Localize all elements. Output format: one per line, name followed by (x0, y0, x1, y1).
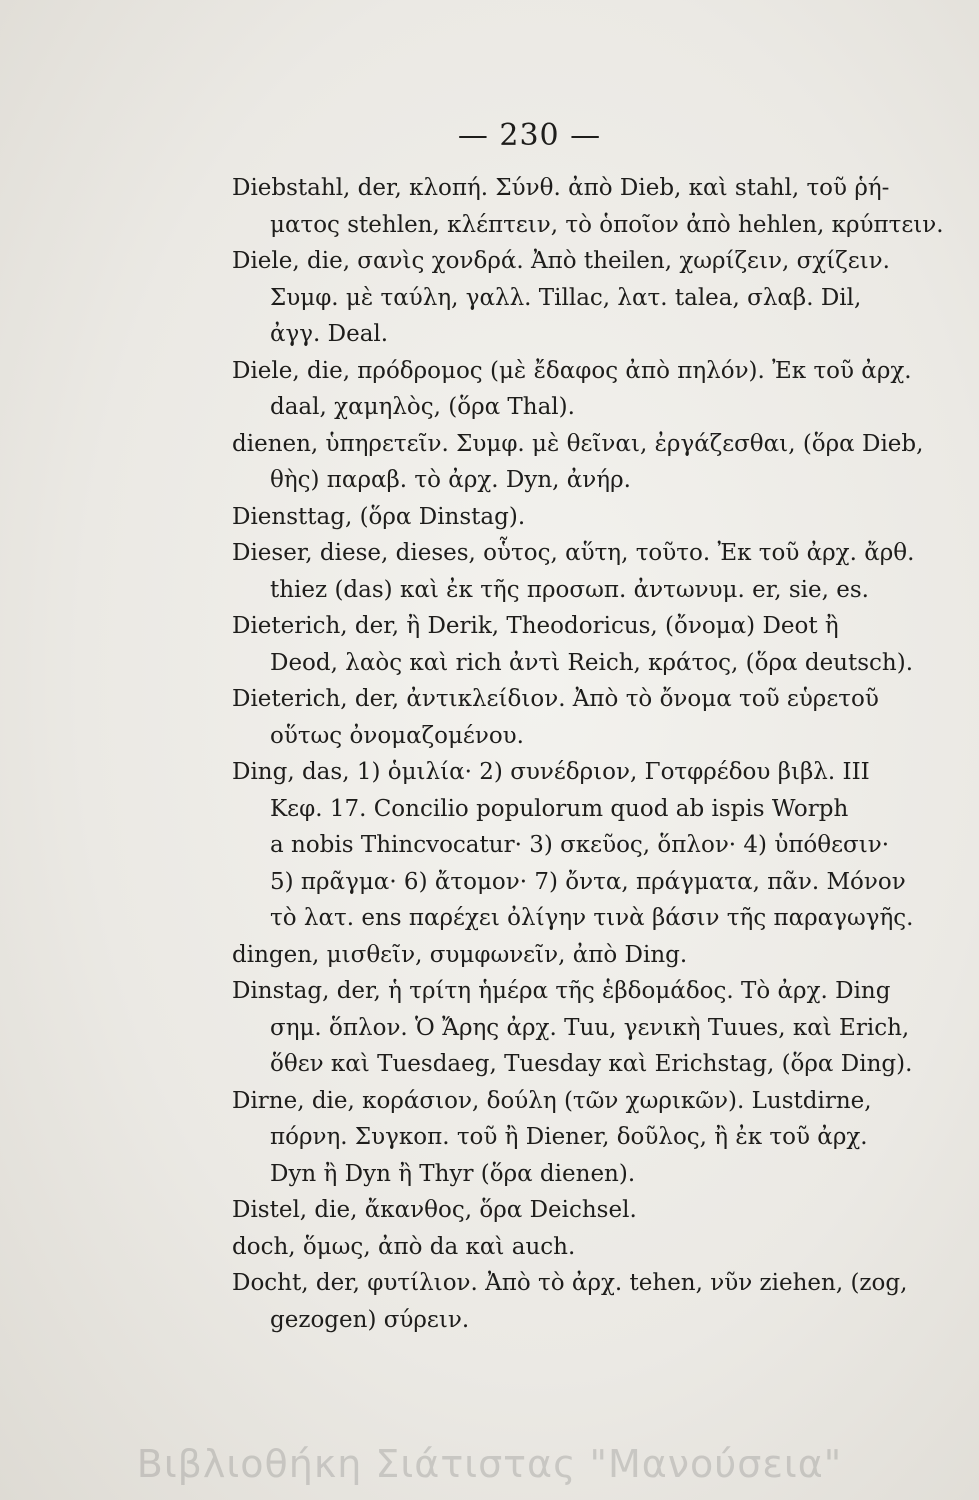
dictionary-entry (232, 973, 950, 1083)
entry-headline: Dieser, diese, dieses, οὗτος, αὕτη, τοῦτο. Ἐκ τοῦ ἀρχ. ἄρθ. (232, 540, 915, 566)
entry-headline: dienen, ὑπηρετεῖν. Συμφ. μὲ θεῖναι, ἐργάζεσθαι, (ὅρα Dieb, (232, 430, 924, 457)
dictionary-entry (232, 754, 950, 937)
entry-headline: Diele, die, πρόδρομος (μὲ ἔδαφος ἀπὸ πηλόν). Ἐκ τοῦ ἀρχ. (232, 357, 912, 384)
entry-headline: Ding, das, 1) ὁμιλία· 2) συνέδριον, Γοτφρέδου βιβλ. III (232, 759, 870, 785)
dictionary-entry (232, 535, 950, 608)
entry-continuation-line: Dyn ἢ Dyn ἢ Thyr (ὅρα dienen). (270, 1160, 636, 1187)
entry-headline: Docht, der, φυτίλιον. Ἀπὸ τὸ ἀρχ. tehen, νῦν ziehen, (zog, (232, 1270, 908, 1296)
entry-continuation-line: ἀγγ. Deal. (270, 321, 389, 347)
dictionary-entry (232, 426, 950, 499)
dictionary-entry (232, 937, 950, 974)
entry-continuation-line: σημ. ὅπλον. Ὁ Ἄρης ἀρχ. Tuu, γενικὴ Tuues, καὶ Erich, (270, 1014, 910, 1041)
entry-continuation-line: 5) πρᾶγμα· 6) ἄτομον· 7) ὄντα, πράγματα, πᾶν. Μόνον (270, 868, 906, 895)
page-number: — 230 — (457, 118, 602, 153)
dictionary-entry (232, 170, 950, 243)
dictionary-entry (232, 499, 950, 536)
entry-headline: Dirne, die, κοράσιον, δούλη (τῶν χωρικῶν). Lustdirne, (232, 1087, 872, 1114)
dictionary-entry (232, 243, 950, 353)
entry-continuation-line: daal, χαμηλὸς, (ὅρα Thal). (270, 394, 575, 420)
entry-continuation-line: ματος stehlen, κλέπτειν, τὸ ὁποῖον ἀπὸ hehlen, κρύπτειν. (270, 211, 944, 238)
dictionary-entries (232, 170, 950, 1338)
entry-continuation-line: οὕτως ὀνομαζομένου. (270, 722, 524, 749)
entry-continuation-line: a nobis Thincvocatur· 3) σκεῦος, ὅπλον· 4) ὑπόθεσιν· (270, 832, 890, 858)
dictionary-entry (232, 681, 950, 754)
entry-headline: Dieterich, der, ἀντικλείδιον. Ἀπὸ τὸ ὄνομα τοῦ εὑρετοῦ (232, 686, 879, 712)
library-watermark: Βιβλιοθήκη Σιάτιστας "Μανούσεια" (136, 1442, 843, 1486)
dictionary-entry (232, 1265, 950, 1338)
entry-headline: Dinstag, der, ἡ τρίτη ἡμέρα τῆς ἑβδομάδος. Τὸ ἀρχ. Ding (232, 978, 891, 1004)
entry-headline: Diensttag, (ὅρα Dinstag). (232, 503, 526, 530)
entry-continuation-line: τὸ λατ. ens παρέχει ὀλίγην τινὰ βάσιν τῆς παραγωγῆς. (270, 905, 914, 931)
entry-headline: dingen, μισθεῖν, συμφωνεῖν, ἀπὸ Ding. (232, 941, 688, 968)
entry-headline: Diele, die, σανὶς χονδρά. Ἀπὸ theilen, χωρίζειν, σχίζειν. (232, 248, 890, 274)
entry-continuation-line: thiez (das) καὶ ἐκ τῆς προσωπ. ἀντωνυμ. er, sie, es. (270, 576, 869, 603)
dictionary-entry (232, 353, 950, 426)
dictionary-entry (232, 608, 950, 681)
entry-headline: Distel, die, ἄκανθος, ὅρα Deichsel. (232, 1197, 637, 1223)
entry-continuation-line: πόρνη. Συγκοπ. τοῦ ἢ Diener, δοῦλος, ἢ ἐκ τοῦ ἀρχ. (270, 1124, 868, 1150)
entry-continuation-line: ὅθεν καὶ Tuesdaeg, Tuesday καὶ Erichstag, (ὅρα Ding). (270, 1051, 913, 1077)
entry-headline: Diebstahl, der, κλοπή. Σύνθ. ἀπὸ Dieb, καὶ stahl, τοῦ ῥή- (232, 175, 890, 201)
entry-headline: Dieterich, der, ἢ Derik, Theodoricus, (ὄνομα) Deot ἢ (232, 613, 839, 639)
dictionary-entry (232, 1192, 950, 1229)
entry-continuation-line: θὴς) παραβ. τὸ ἀρχ. Dyn, ἀνήρ. (270, 467, 631, 493)
entry-headline: doch, ὅμως, ἀπὸ da καὶ auch. (232, 1233, 576, 1260)
dictionary-entry (232, 1083, 950, 1193)
entry-continuation-line: Deod, λαὸς καὶ rich ἀντὶ Reich, κράτος, (ὅρα deutsch). (270, 649, 914, 676)
entry-continuation-line: Συμφ. μὲ ταύλη, γαλλ. Tillac, λατ. talea, σλαβ. Dil, (270, 284, 862, 311)
entry-continuation-line: gezogen) σύρειν. (270, 1306, 470, 1333)
dictionary-entry (232, 1229, 950, 1266)
entry-continuation-line: Κεφ. 17. Concilio populorum quod ab ispis Worph (270, 795, 849, 822)
